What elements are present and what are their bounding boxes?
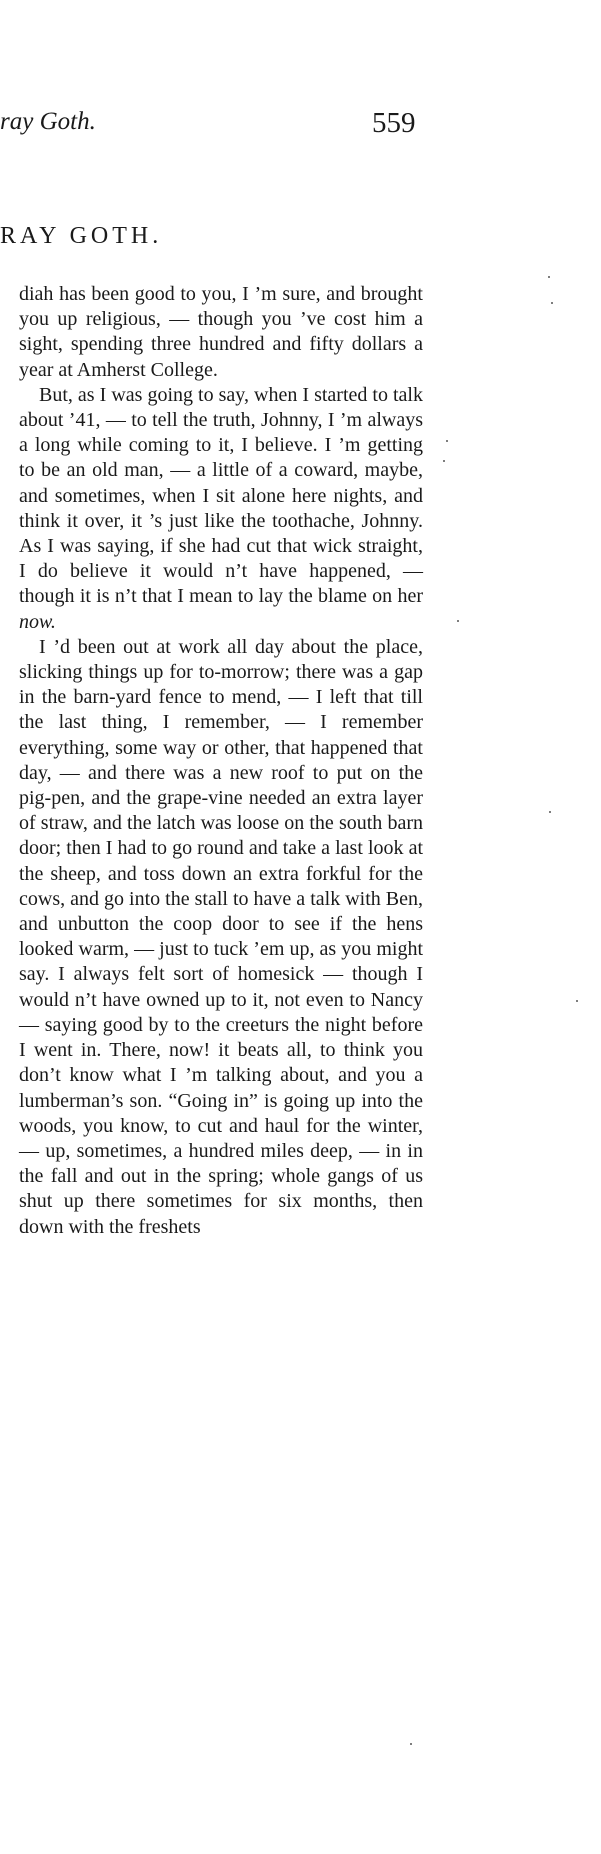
body-text [19,282,423,1240]
margin-speck [410,1743,412,1745]
margin-speck [548,276,550,278]
paragraph-2-text: But, as I was going to say, when I started to talk about ’41, — to tell the truth, Johnny, I ’m always a long while coming to it, I believe. I ’m getting to be an old man, — a little of a coward, maybe, and sometimes, when I sit alone here nights, and think it over, it ’s just like the toothache, Johnny. As I was saying, if she had cut that wick straight, I do believe it would n’t have happened, — though it is n’t that I mean to lay the blame on her [19,383,423,608]
margin-speck [446,440,448,442]
paragraph-2 [19,383,423,635]
paragraph-3: I ’d been out at work all day about the place, slicking things up for to-morrow; there was a gap in the barn-yard fence to mend, — I left that till the last thing, I remember, — I remember everything, some way or other, that happened that day, — and there was a new roof to put on the pig-pen, and the grape-vine needed an extra layer of straw, and the latch was loose on the south barn door; then I had to go round and take a last look at the sheep, and toss down an extra forkful for the cows, and go into the stall to have a talk with Ben, and unbutton the coop door to see if the hens looked warm, — just to tuck ’em up, as you might say. I always felt sort of homesick — though I would n’t have owned up to it, not even to Nancy — saying good by to the creeturs the night before I went in. There, now! it beats all, to think you don’t know what I ’m talking about, and you a lumberman’s son. “Going in” is going up into the woods, you know, to cut and haul for the winter, — up, sometimes, a hundred miles deep, — in in the fall and out in the spring; whole gangs of us shut up there sometimes for six months, then down with the freshets [19,635,423,1238]
paragraph-1: diah has been good to you, I ’m sure, and brought you up religious, — though you ’ve cost him a sight, spending three hundred and fifty dollars a year at Amherst College. [19,283,423,381]
running-head: ray Goth. [0,108,96,135]
margin-speck [443,460,445,462]
margin-speck [457,620,459,622]
paragraph-2-italic-word: now. [19,610,56,633]
margin-speck [576,1000,578,1002]
margin-speck [551,302,553,304]
page-number: 559 [372,107,416,139]
chapter-title: RAY GOTH. [0,223,163,249]
margin-speck [549,811,551,813]
